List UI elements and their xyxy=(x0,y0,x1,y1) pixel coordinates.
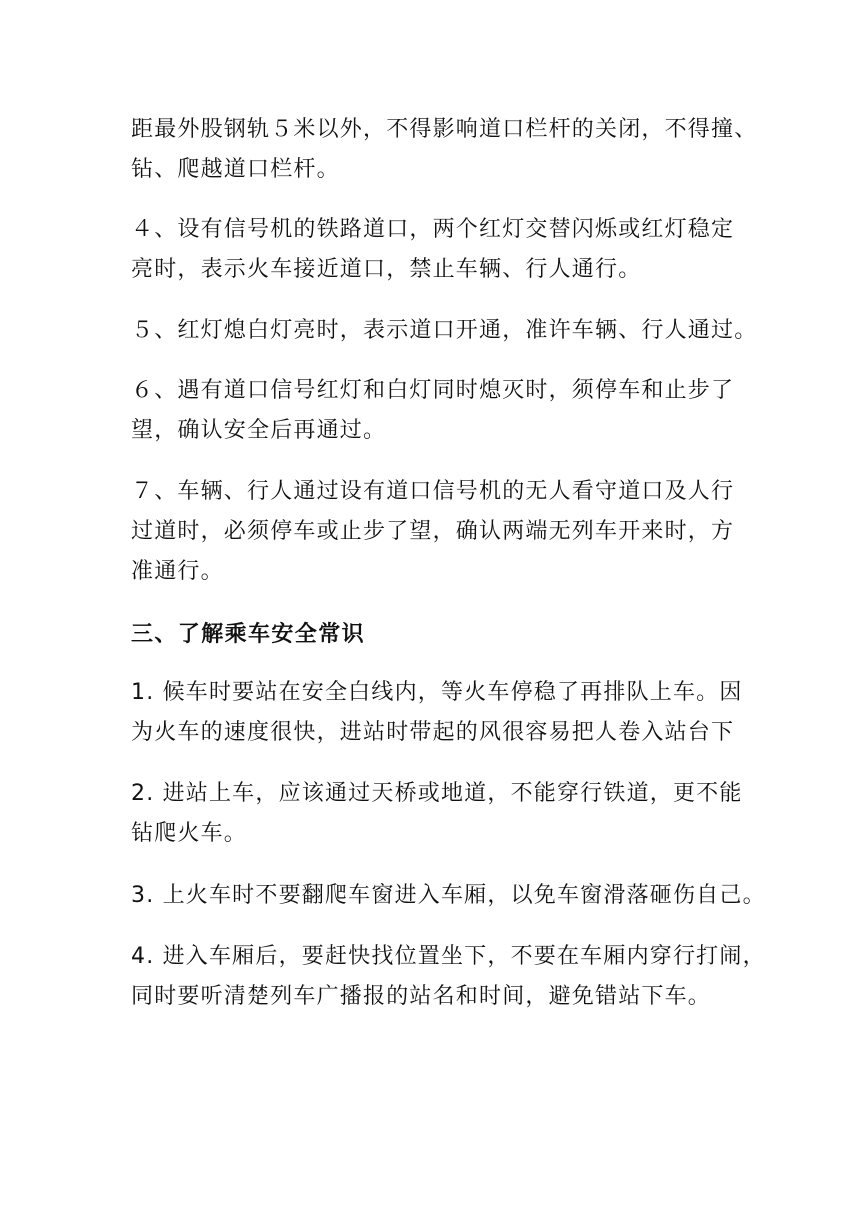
item-4-line-1: ４、设有信号机的铁路道口，两个红灯交替闪烁或红灯稳定 xyxy=(131,217,735,242)
safety-tip-2-line-1: 2. 进站上车，应该通过天桥或地道，不能穿行铁道，更不能 xyxy=(131,781,743,806)
safety-tip-1-line-1: 1. 候车时要站在安全白线内，等火车停稳了再排队上车。因 xyxy=(131,680,743,705)
item-4-line-2: 亮时，表示火车接近道口，禁止车辆、行人通行。 xyxy=(131,257,642,282)
safety-tip-4-line-1: 4. 进入车厢后，要赶快找位置坐下，不要在车厢内穿行打闹， xyxy=(131,944,766,969)
item-6-line-2: 望，确认安全后再通过。 xyxy=(131,418,387,443)
paragraph-continuation-line-1: 距最外股钢轨５米以外，不得影响道口栏杆的关闭，不得撞、 xyxy=(131,117,758,142)
paragraph-continuation-line-2: 钻、爬越道口栏杆。 xyxy=(131,157,340,182)
item-5-line-1: ５、红灯熄白灯亮时，表示道口开通，准许车辆、行人通过。 xyxy=(131,318,758,343)
safety-tip-3-line-1: 3. 上火车时不要翻爬车窗进入车厢，以免车窗滑落砸伤自己。 xyxy=(131,883,766,908)
item-7-line-2: 过道时，必须停车或止步了望，确认两端无列车开来时，方 xyxy=(131,519,735,544)
item-7-line-3: 准通行。 xyxy=(131,559,224,584)
safety-tip-1-line-2: 为火车的速度很快，进站时带起的风很容易把人卷入站台下 xyxy=(131,720,735,745)
item-7-line-1: ７、车辆、行人通过设有道口信号机的无人看守道口及人行 xyxy=(131,479,735,504)
safety-tip-2-line-2: 钻爬火车。 xyxy=(131,821,248,846)
section-heading: 三、了解乘车安全常识 xyxy=(131,622,366,647)
safety-tip-4-line-2: 同时要听清楚列车广播报的站名和时间，避免错站下车。 xyxy=(131,984,712,1009)
item-6-line-1: ６、遇有道口信号红灯和白灯同时熄灭时，须停车和止步了 xyxy=(131,378,735,403)
